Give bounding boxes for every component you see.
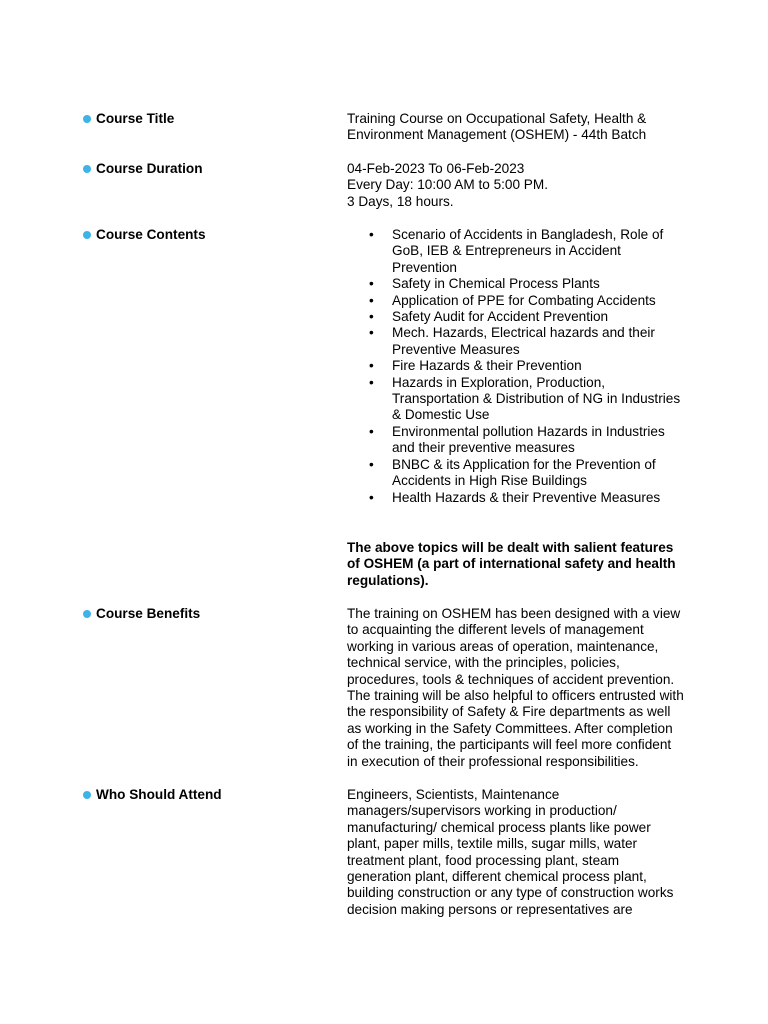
bullet-icon: • [369,227,374,242]
topics-note [347,540,692,589]
text-line: Every Day: 10:00 AM to 5:00 PM. [347,177,548,193]
list-item: • Fire Hazards & their Prevention [369,358,582,374]
list-item: • Environmental pollution Hazards in Industries and their preventive measures [369,423,665,456]
text-line: building construction or any type of construction works [347,885,674,901]
text-line: regulations). [347,572,429,588]
course-title-value [347,111,697,144]
who-should-attend-value [347,787,697,918]
who-should-attend-label: Who Should Attend [83,787,222,803]
bullet-icon: • [369,358,374,374]
bullet-dot-icon [83,231,91,239]
list-item: • Scenario of Accidents in Bangladesh, Role of GoB, IEB & Entrepreneurs in Accident Prevention [369,227,664,275]
list-item: • Application of PPE for Combating Accidents [369,292,656,308]
bullet-dot-icon [83,791,91,799]
course-benefits-label: Course Benefits [83,606,200,622]
text-line: as working in the Safety Committees. After completion [347,720,673,736]
text-line: managers/supervisors working in production/ [347,803,617,819]
text-line: of the training, the participants will feel more confident [347,737,672,753]
course-benefits-value [347,606,697,770]
text-line: Environment Management (OSHEM) - 44th Batch [347,127,647,143]
text-line: Training Course on Occupational Safety, Health & [347,111,647,126]
course-duration-label: Course Duration [83,161,203,177]
bullet-icon: • [369,292,374,308]
text-line: 3 Days, 18 hours. [347,193,454,209]
text-line: decision making persons or representatives are [347,901,633,917]
bullet-icon: • [369,325,374,341]
bullet-icon: • [369,309,374,325]
list-item: • Hazards in Exploration, Production, Transportation & Distribution of NG in Industries & Domestic Use [369,374,681,423]
text-line: The above topics will be dealt with salient features [347,540,674,555]
bullet-icon: • [369,456,374,472]
text-line: treatment plant, food processing plant, steam [347,852,620,868]
text-line: procedures, tools & techniques of accident prevention. [347,671,675,687]
list-item: • Mech. Hazards, Electrical hazards and their Preventive Measures [369,325,655,357]
text-line: generation plant, different chemical process plant, [347,869,647,885]
text-line: manufacturing/ chemical process plants like power [347,819,651,835]
course-title-label: Course Title [83,111,174,127]
text-line: plant, paper mills, textile mills, sugar mills, water [347,836,638,852]
text-line: Engineers, Scientists, Maintenance [347,787,560,802]
course-contents-label: Course Contents [83,227,206,243]
course-duration-value [347,161,697,210]
bullet-dot-icon [83,165,91,173]
list-item: • Safety in Chemical Process Plants [369,276,600,292]
bullet-icon: • [369,489,374,505]
list-item: • BNBC & its Application for the Prevention of Accidents in High Rise Buildings [369,456,656,489]
bullet-icon: • [369,276,374,292]
text-line: of OSHEM (a part of international safety and health [347,556,676,572]
course-contents-list [347,227,697,506]
list-item: • Health Hazards & their Preventive Measures [369,489,661,505]
bullet-icon: • [369,423,374,439]
text-line: working in various areas of operation, maintenance, [347,638,659,654]
text-line: The training on OSHEM has been designed with a view [347,606,681,621]
text-line: to acquainting the different levels of management [347,622,644,638]
text-line: technical service, with the principles, policies, [347,655,620,671]
text-line: The training will be also helpful to officers entrusted with [347,688,684,704]
text-line: 04-Feb-2023 To 06-Feb-2023 [347,161,525,176]
list-item: • Safety Audit for Accident Prevention [369,309,609,325]
bullet-icon: • [369,374,374,390]
text-line: the responsibility of Safety & Fire departments as well [347,704,671,720]
bullet-dot-icon [83,115,91,123]
bullet-dot-icon [83,610,91,618]
text-line: in execution of their professional responsibilities. [347,753,639,769]
